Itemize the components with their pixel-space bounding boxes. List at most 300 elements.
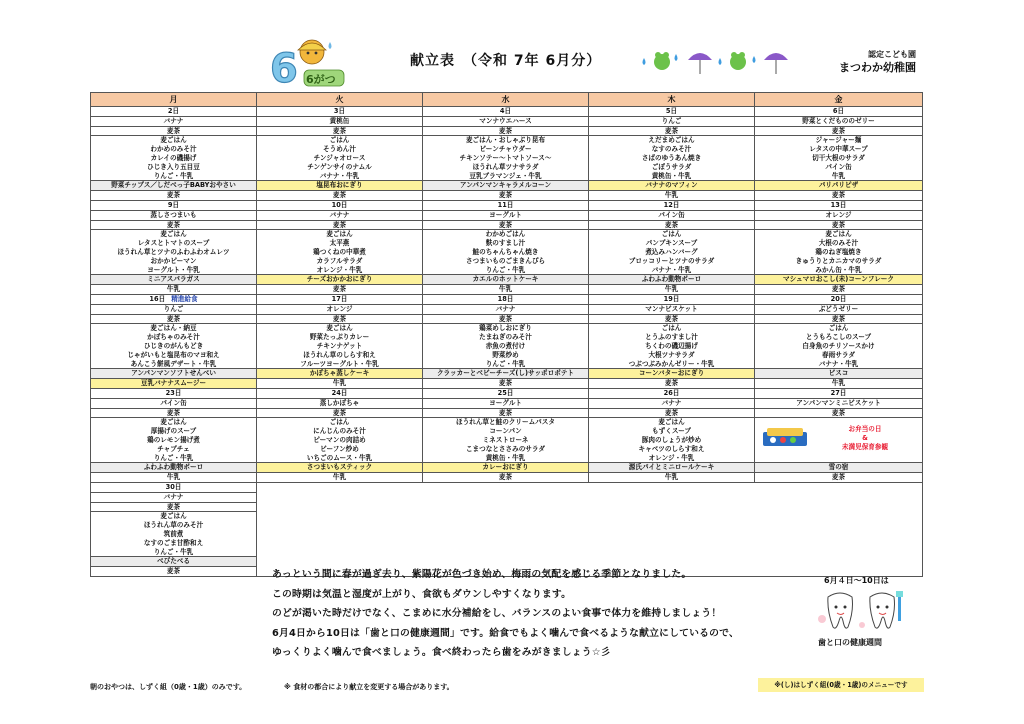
lunch-item: 野菜たっぷりカレー	[309, 333, 370, 342]
lunch-item: パンプキンスープ	[645, 239, 698, 248]
date-cell	[423, 107, 589, 117]
lunch-item: 豚肉のしょうが炒め	[641, 435, 702, 444]
lunch-item: 鶏のねぎ塩焼き	[815, 247, 862, 256]
afternoon-snack: コーンバターおにぎり	[589, 369, 755, 379]
lunch-item: ミネストローネ	[482, 435, 529, 444]
lunch-cell	[257, 230, 423, 275]
morning-drink: 麦茶	[755, 220, 923, 230]
date-cell	[423, 294, 589, 304]
lunch-item: わかめごはん	[485, 230, 526, 239]
lunch-item: おかかピーマン	[150, 256, 197, 265]
first-drink-row	[91, 408, 923, 418]
message-line: 6月4日から10日は「歯と口の健康週間」です。給食でもよく噛んで食べるような献立にしているので、	[272, 627, 739, 639]
morning-drink: 麦茶	[91, 220, 257, 230]
date-cell	[257, 107, 423, 117]
date-label: 19日	[663, 294, 680, 303]
afternoon-snack-row	[91, 463, 923, 473]
morning-snack: アンパンマンミニビスケット	[755, 398, 923, 408]
morning-drink: 麦茶	[257, 314, 423, 324]
footnote-menu-change: ※ 食材の都合により献立を変更する場合があります。	[284, 683, 454, 691]
lunch-item: カラフルサラダ	[316, 256, 363, 265]
lunch-item: りんご・牛乳	[485, 265, 526, 274]
date-row	[91, 482, 923, 492]
date-label: 16日	[149, 294, 166, 303]
morning-snack: りんご	[589, 116, 755, 126]
lunch-item: ピーマンの肉詰め	[313, 435, 366, 444]
date-cell	[423, 200, 589, 210]
morning-snack: 蒸しさつまいも	[91, 210, 257, 220]
lunch-item: バナナ・牛乳	[319, 171, 360, 180]
weekday-header: 月	[91, 93, 257, 107]
lunch-item: りんご・牛乳	[153, 171, 194, 180]
afternoon-snack: カレーおにぎり	[423, 463, 589, 473]
lunch-cell	[91, 230, 257, 275]
morning-snack: 蒸しかぼちゃ	[257, 398, 423, 408]
morning-snack: パイン缶	[589, 210, 755, 220]
afternoon-drink: 牛乳	[755, 379, 923, 389]
lunch-item: いちごのムース・牛乳	[306, 453, 373, 462]
footnote-shizuku-menu: ※(し)はしずく組(0歳・1歳)のメニューです	[758, 678, 924, 692]
lunch-item: ごはん	[329, 136, 350, 145]
first-drink-row	[91, 220, 923, 230]
date-cell	[257, 200, 423, 210]
date-cell	[755, 107, 923, 117]
afternoon-drink: 麦茶	[423, 191, 589, 201]
lunch-item: ほうれん草ツナサラダ	[472, 162, 539, 171]
date-label: 2日	[167, 107, 180, 115]
lunch-cell	[423, 324, 589, 369]
lunch-cell	[755, 136, 923, 181]
afternoon-snack-row	[91, 181, 923, 191]
lunch-item: オレンジ・牛乳	[316, 265, 363, 274]
morning-drink: 麦茶	[589, 126, 755, 136]
lunch-cell	[257, 136, 423, 181]
date-label: 5日	[665, 107, 678, 115]
afternoon-drink: 牛乳	[423, 285, 589, 295]
first-drink-row	[91, 126, 923, 136]
date-cell	[755, 388, 923, 398]
lunch-item: りんご・牛乳	[153, 547, 194, 556]
lunch-item: ごぼうサラダ	[651, 162, 692, 171]
date-label: 17日	[331, 294, 348, 303]
afternoon-snack: パリパリピザ	[755, 181, 923, 191]
morning-snack: バナナ	[91, 116, 257, 126]
dental-week-label: 6月４日～10日は	[824, 576, 889, 585]
date-cell	[589, 107, 755, 117]
special-day-box	[755, 418, 922, 462]
lunch-item: 麦ごはん	[160, 136, 187, 145]
lunch-row	[91, 324, 923, 369]
date-label: 26日	[663, 388, 680, 397]
date-cell	[755, 294, 923, 304]
afternoon-snack: ふわふわ動物ボーロ	[589, 275, 755, 285]
lunch-item: レタスの中華スープ	[809, 145, 868, 154]
lunch-item: もずくスープ	[652, 427, 691, 436]
lunch-item: ほうれん草と鮭のクリームパスタ	[456, 418, 555, 427]
lunch-item: りんご・牛乳	[153, 453, 194, 462]
lunch-item: レタスとトマトのスープ	[137, 239, 210, 248]
afternoon-snack: ミニアスパラガス	[91, 275, 257, 285]
date-label: 9日	[167, 200, 180, 209]
lunch-item: にんじんのみそ汁	[313, 427, 366, 436]
morning-snack: マンナビスケット	[589, 304, 755, 314]
date-label: 12日	[663, 200, 680, 209]
lunch-item: 鮭のちゃんちゃん焼き	[472, 247, 539, 256]
lunch-item: 麦ごはん	[825, 230, 852, 239]
date-row	[91, 107, 923, 117]
date-cell	[589, 388, 755, 398]
afternoon-snack: ビスコ	[755, 369, 923, 379]
june-logo	[268, 34, 354, 90]
morning-drink: 麦茶	[257, 126, 423, 136]
lunch-item: あんこう餅風デザート・牛乳	[130, 359, 217, 368]
lunch-item: 麦ごはん	[326, 324, 353, 333]
lunch-item: たまねぎのみそ汁	[479, 333, 532, 342]
bento-box-icon	[761, 426, 809, 448]
afternoon-snack: さつまいもスティック	[257, 463, 423, 473]
morning-snack: バナナ	[423, 304, 589, 314]
lunch-item: 太平燕	[329, 239, 350, 248]
date-cell	[257, 294, 423, 304]
date-label: 4日	[499, 107, 512, 115]
lunch-item: 麦ごはん・納豆	[150, 324, 197, 333]
lunch-item: 煮込みハンバーグ	[645, 247, 698, 256]
morning-drink: 麦茶	[91, 502, 257, 512]
weekday-header: 木	[589, 93, 755, 107]
lunch-item: 麦ごはん・おしゃぶり昆布	[465, 136, 546, 145]
afternoon-drink: 麦茶	[589, 379, 755, 389]
afternoon-snack: カエルのホットケーキ	[423, 275, 589, 285]
lunch-cell	[91, 324, 257, 369]
message-text	[272, 565, 739, 663]
afternoon-drink: 麦茶	[91, 567, 257, 577]
lunch-item: 大根のみそ汁	[818, 239, 859, 248]
date-row	[91, 294, 923, 304]
afternoon-snack-row	[91, 369, 923, 379]
lunch-item: 麦ごはん	[160, 512, 187, 521]
lunch-item: ごはん	[329, 418, 350, 427]
afternoon-snack: かぼちゃ蒸しケーキ	[257, 369, 423, 379]
lunch-item: ヨーグルト・牛乳	[147, 265, 200, 274]
afternoon-drink: 牛乳	[91, 473, 257, 483]
lunch-item: カレイの磯揚げ	[150, 153, 197, 162]
lunch-item: ごはん	[828, 324, 849, 333]
date-cell	[755, 200, 923, 210]
afternoon-drink: 牛乳	[257, 473, 423, 483]
afternoon-snack-row	[91, 275, 923, 285]
afternoon-snack: アンパンマンキャラメルコーン	[423, 181, 589, 191]
date-cell	[589, 294, 755, 304]
lunch-item: バナナ・牛乳	[818, 359, 859, 368]
morning-drink: 麦茶	[423, 314, 589, 324]
afternoon-drink: 牛乳	[589, 191, 755, 201]
frog-umbrella-decoration	[640, 44, 790, 78]
lunch-item: さばのゆうあん焼き	[641, 153, 702, 162]
lunch-item: かぼちゃのみそ汁	[147, 333, 200, 342]
lunch-item: さつまいものごまきんぴら	[465, 256, 546, 265]
lunch-cell	[91, 418, 257, 463]
morning-drink: 麦茶	[91, 314, 257, 324]
lunch-item: じゃがいもと塩昆布のマヨ和え	[127, 350, 220, 359]
afternoon-drink: 豆乳バナナスムージー	[91, 379, 257, 389]
morning-drink: 麦茶	[423, 126, 589, 136]
lunch-item: とうもろこしのスープ	[805, 333, 872, 342]
lunch-item: ほうれん草のしらす和え	[303, 350, 376, 359]
lunch-item: チャプチェ	[157, 444, 190, 453]
date-row	[91, 388, 923, 398]
lunch-item: 筑前煮	[163, 529, 184, 538]
lunch-item: ほうれん草とツナのふわふわオムレツ	[117, 247, 230, 256]
morning-snack: バナナ	[91, 492, 257, 502]
first-snack-row	[91, 398, 923, 408]
svg-text:6がつ: 6がつ	[306, 73, 336, 86]
lunch-cell	[257, 324, 423, 369]
morning-snack: マンナウエハース	[423, 116, 589, 126]
afternoon-drink-row	[91, 285, 923, 295]
date-label: 11日	[497, 200, 514, 209]
lunch-item: 野菜炒め	[492, 350, 519, 359]
lunch-item: 麩のすまし汁	[485, 239, 526, 248]
afternoon-drink: 麦茶	[257, 285, 423, 295]
afternoon-drink: 麦茶	[423, 379, 589, 389]
afternoon-snack: チーズおかかおにぎり	[257, 275, 423, 285]
lunch-cell	[755, 230, 923, 275]
date-note: 精進給食	[171, 294, 198, 303]
lunch-item: なすのごま甘酢和え	[143, 538, 204, 547]
message-box	[258, 559, 922, 669]
lunch-item: 鶏菜めしおにぎり	[479, 324, 532, 333]
date-cell	[589, 200, 755, 210]
morning-drink: 麦茶	[423, 220, 589, 230]
lunch-item: とうふのすまし汁	[645, 333, 698, 342]
lunch-item: 麦ごはん	[658, 418, 685, 427]
morning-drink: 麦茶	[589, 408, 755, 418]
date-cell	[257, 388, 423, 398]
afternoon-drink: 麦茶	[91, 191, 257, 201]
lunch-item: フルーツヨーグルト・牛乳	[300, 359, 379, 368]
lunch-item: 黄桃缶・牛乳	[485, 453, 526, 462]
date-label: 23日	[165, 388, 182, 397]
message-line: この時期は気温と湿度が上がり、食欲もダウンしやすくなります。	[272, 588, 572, 600]
lunch-item: わかめのみそ汁	[150, 145, 197, 154]
lunch-cell	[755, 324, 923, 369]
morning-drink: 麦茶	[257, 220, 423, 230]
lunch-item: 麦ごはん	[160, 418, 187, 427]
lunch-item: ブロッコリーとツナのサラダ	[628, 256, 715, 265]
teeth-illustration	[814, 589, 910, 635]
morning-drink: 麦茶	[755, 126, 923, 136]
morning-snack: パイン缶	[91, 398, 257, 408]
date-cell	[91, 388, 257, 398]
morning-drink: 麦茶	[755, 314, 923, 324]
morning-drink: 麦茶	[589, 220, 755, 230]
lunch-item: 鶏のレモン揚げ煮	[147, 435, 200, 444]
special-day-text	[811, 424, 919, 451]
date-cell: 30日	[91, 482, 257, 492]
afternoon-snack: 塩昆布おにぎり	[257, 181, 423, 191]
afternoon-snack: 源氏パイとミニロールケーキ	[589, 463, 755, 473]
date-label: 24日	[331, 388, 348, 397]
afternoon-drink: 麦茶	[257, 191, 423, 201]
lunch-cell	[755, 418, 923, 463]
lunch-item: こまつなとささみのサラダ	[465, 444, 546, 453]
morning-drink: 麦茶	[91, 408, 257, 418]
lunch-row	[91, 230, 923, 275]
footnote-morning-snack: 朝のおやつは、しずく組（0歳・1歳）のみです。	[90, 683, 247, 691]
first-snack-row	[91, 304, 923, 314]
lunch-cell	[423, 418, 589, 463]
lunch-item: チンジャオロース	[313, 153, 366, 162]
lunch-cell	[91, 512, 257, 557]
lunch-item: コーンパン	[489, 427, 522, 436]
afternoon-snack: アンパンマンソフトせんべい	[91, 369, 257, 379]
lunch-item: 黄桃缶・牛乳	[651, 171, 692, 180]
lunch-item: きゅうりとカニカマのサラダ	[795, 256, 882, 265]
lunch-cell	[589, 136, 755, 181]
weekday-header: 金	[755, 93, 923, 107]
afternoon-snack: べびたべる	[91, 557, 257, 567]
lunch-item: ごはん	[661, 324, 682, 333]
lunch-item: ひじきのがんもどき	[143, 341, 204, 350]
morning-snack: りんご	[91, 304, 257, 314]
message-line: のどが渇いた時だけでなく、こまめに水分補給をし、バランスのよい食事で体力を維持しましょう！	[272, 608, 722, 619]
lunch-item: 大根ツナサラダ	[648, 350, 695, 359]
weekday-header-row	[91, 93, 923, 107]
lunch-item: ひじき入り五目豆	[147, 162, 200, 171]
date-cell	[91, 294, 257, 304]
lunch-item: ちくわの磯辺揚げ	[645, 341, 698, 350]
weekday-header: 火	[257, 93, 423, 107]
first-snack-row	[91, 210, 923, 220]
lunch-item: つぶつぶみかんゼリー・牛乳	[628, 359, 715, 368]
lunch-item: 麦ごはん	[326, 230, 353, 239]
lunch-item: そうめん汁	[323, 145, 356, 154]
date-label: 6日	[832, 107, 845, 115]
afternoon-snack: マシュマロおこし(未)コーンフレーク	[755, 275, 923, 285]
afternoon-snack: 雪の宿	[755, 463, 923, 473]
morning-drink: 麦茶	[423, 408, 589, 418]
afternoon-snack: クラッカーとベビーチーズ(し)サッポロポテト	[423, 369, 589, 379]
lunch-item: パイン缶	[825, 162, 852, 171]
lunch-cell	[589, 230, 755, 275]
afternoon-drink: 麦茶	[755, 191, 923, 201]
lunch-item: 麦ごはん	[160, 230, 187, 239]
lunch-item: 切干大根のサラダ	[812, 153, 865, 162]
date-row	[91, 200, 923, 210]
svg-text:6: 6	[270, 46, 298, 90]
lunch-cell	[589, 418, 755, 463]
afternoon-drink: 牛乳	[257, 379, 423, 389]
afternoon-snack: ふわふわ動物ボーロ	[91, 463, 257, 473]
afternoon-drink: 麦茶	[755, 473, 923, 483]
morning-snack: バナナ	[589, 398, 755, 408]
morning-drink: 麦茶	[589, 314, 755, 324]
lunch-item: えだまめごはん	[648, 136, 695, 145]
lunch-item: ジャージャー麺	[815, 136, 862, 145]
morning-drink: 麦茶	[91, 126, 257, 136]
morning-drink: 麦茶	[755, 408, 923, 418]
date-cell	[91, 107, 257, 117]
date-label: 25日	[497, 388, 514, 397]
lunch-cell	[423, 136, 589, 181]
lunch-item: ごはん	[661, 230, 682, 239]
lunch-item: 豆乳ブラマンジェ・牛乳	[469, 171, 542, 180]
morning-snack: バナナ	[257, 210, 423, 220]
lunch-item: ほうれん草のみそ汁	[143, 521, 204, 530]
page-header	[0, 0, 1024, 92]
morning-snack: 黄桃缶	[257, 116, 423, 126]
lunch-cell	[257, 418, 423, 463]
afternoon-drink: 牛乳	[589, 285, 755, 295]
date-label: 10日	[331, 200, 348, 209]
afternoon-drink: 麦茶	[755, 285, 923, 295]
lunch-row	[91, 418, 923, 463]
date-label: 13日	[830, 200, 847, 209]
morning-snack: オレンジ	[755, 210, 923, 220]
lunch-item: オレンジ・牛乳	[648, 453, 695, 462]
lunch-item: なすのみそ汁	[651, 145, 692, 154]
special-day-line: &	[862, 434, 868, 443]
date-cell	[423, 388, 589, 398]
message-line: ゆっくりよく噛んで食べましょう。食べ終わったら歯をみがきましょう☆彡	[272, 647, 611, 658]
lunch-row	[91, 136, 923, 181]
lunch-item: ビーフン炒め	[320, 444, 359, 453]
afternoon-drink-row	[91, 473, 923, 483]
lunch-item: キャベツのしらす和え	[638, 444, 705, 453]
school-name: 認定こども園 まつわか幼稚園	[839, 50, 916, 74]
lunch-item: 鶏つくねの中華煮	[313, 247, 366, 256]
afternoon-drink: 牛乳	[91, 285, 257, 295]
lunch-item: 春雨サラダ	[822, 350, 855, 359]
message-line: あっという間に春が過ぎ去り、紫陽花が色づき始め、梅雨の気配を感じる季節となりました。	[272, 569, 692, 580]
morning-drink: 麦茶	[257, 408, 423, 418]
morning-snack: ヨーグルト	[423, 210, 589, 220]
first-snack-row	[91, 116, 923, 126]
afternoon-drink-row	[91, 379, 923, 389]
dental-week-caption: 歯と口の健康週間	[818, 638, 882, 647]
lunch-item: りんご・牛乳	[485, 359, 526, 368]
date-label: 18日	[497, 294, 514, 303]
lunch-item: 牛乳	[831, 171, 846, 180]
first-drink-row	[91, 314, 923, 324]
morning-snack: 野菜とくだもののゼリー	[755, 116, 923, 126]
special-day-line: 未満児保育参観	[841, 442, 889, 451]
morning-snack: ぶどうゼリー	[755, 304, 923, 314]
lunch-cell	[423, 230, 589, 275]
lunch-item: チキンナゲット	[316, 341, 363, 350]
afternoon-drink: 麦茶	[423, 473, 589, 483]
afternoon-snack: バナナのマフィン	[589, 181, 755, 191]
date-label: 20日	[830, 294, 847, 303]
lunch-item: ビーンチャウダー	[479, 145, 532, 154]
lunch-item: 赤魚の煮付け	[485, 341, 526, 350]
date-label: 27日	[830, 388, 847, 397]
morning-snack: ヨーグルト	[423, 398, 589, 408]
lunch-item: チキンソテー～トマトソース～	[459, 153, 552, 162]
lunch-cell	[589, 324, 755, 369]
afternoon-drink-row	[91, 191, 923, 201]
lunch-item: バナナ・牛乳	[651, 265, 692, 274]
lunch-item: 白身魚のチリソースかけ	[802, 341, 875, 350]
page-title: 献立表 （令和 7年 6月分）	[410, 53, 602, 69]
date-label: 3日	[333, 107, 346, 115]
special-day-line: お弁当の日	[848, 425, 882, 434]
lunch-item: 厚揚げのスープ	[150, 427, 197, 436]
morning-snack: オレンジ	[257, 304, 423, 314]
date-cell	[91, 200, 257, 210]
menu-table	[90, 92, 923, 577]
lunch-cell	[91, 136, 257, 181]
